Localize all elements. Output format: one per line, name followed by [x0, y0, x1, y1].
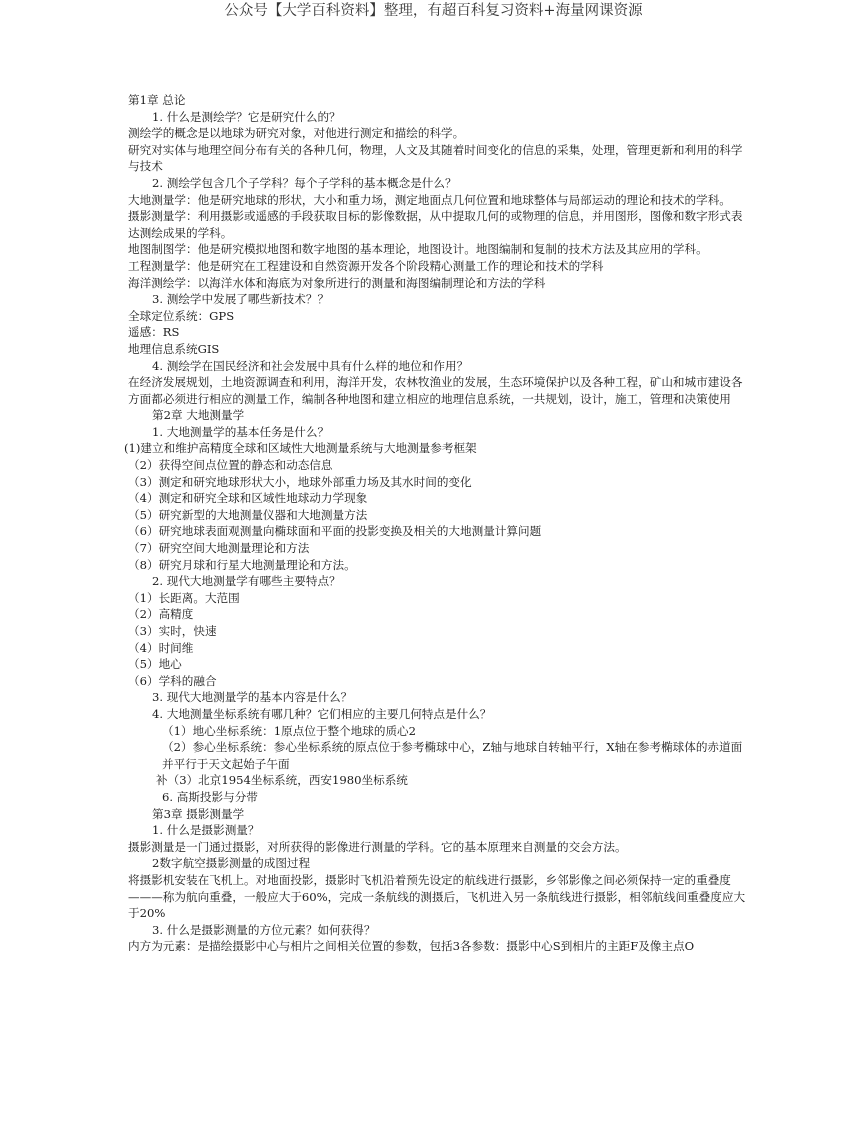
question-line: 1. 什么是摄影测量？	[152, 823, 260, 838]
list-item: （1）长距离。大范围	[128, 590, 240, 605]
text-line: 将摄影机安装在飞机上。对地面投影，摄影时飞机沿着预先设定的航线进行摄影，乡邻影像之间必须保持一定的重叠度———称为航向重叠，一般应大于60%，完成一条航线的测摄后，飞机进入另一条航线进行摄影，相邻航线间重叠度应大于20%	[128, 872, 746, 921]
question-line: 2数字航空摄影测量的成图过程	[152, 856, 311, 871]
question-line: 1. 大地测量学的基本任务是什么？	[152, 424, 330, 439]
list-item: （1）地心坐标系统：1原点位于整个地球的质心2	[162, 723, 417, 738]
question-line: 2. 测绘学包含几个子学科？每个子学科的基本概念是什么？	[152, 175, 457, 190]
text-line: 摄影测量学：利用摄影或遥感的手段获取目标的影像数据，从中提取几何的或物理的信息，并用图形，图像和数字形式表达测绘成果的学科。	[128, 209, 743, 240]
document-body	[124, 92, 748, 955]
list-item: （2）参心坐标系统：参心坐标系统的原点位于参考椭球中心，Z轴与地球自转轴平行，X轴在参考椭球体的赤道面并平行于天文起始子午面	[162, 740, 743, 771]
list-item: （4）测定和研究全球和区域性地球动力学现象	[128, 491, 368, 506]
list-item: （7）研究空间大地测量理论和方法	[128, 541, 310, 556]
list-item: （4）时间维	[128, 640, 194, 655]
list-item: 补（3）北京1954坐标系统，西安1980坐标系统	[156, 773, 408, 788]
question-line: 3. 什么是摄影测量的方位元素？如何获得？	[152, 922, 376, 937]
question-line: 4. 测绘学在国民经济和社会发展中具有什么样的地位和作用？	[152, 358, 469, 373]
text-line: 工程测量学：他是研究在工程建设和自然资源开发各个阶段精心测量工作的理论和技术的学科	[128, 258, 604, 273]
question-line: 3. 现代大地测量学的基本内容是什么？	[152, 690, 353, 705]
list-item: （3）实时，快速	[128, 624, 217, 638]
question-line: 4. 大地测量坐标系统有哪几种？它们相应的主要几何特点是什么？	[152, 706, 492, 721]
text-line: 研究对实体与地理空间分布有关的各种几何，物理，人文及其随着时间变化的信息的采集，处理，管理更新和利用的科学与技术	[128, 142, 743, 174]
list-item: （6）研究地球表面观测量向椭球面和平面的投影变换及相关的大地测量计算问题	[128, 524, 542, 539]
text-line: 遥感：RS	[128, 325, 180, 340]
list-item: （2）获得空间点位置的静态和动态信息	[128, 458, 333, 473]
question-line: 2. 现代大地测量学有哪些主要特点？	[152, 574, 341, 589]
list-item: (1)建立和维护高精度全球和区域性大地测量系统与大地测量参考框架	[124, 441, 477, 456]
question-line: 1. 什么是测绘学？它是研究什么的？	[152, 109, 341, 124]
text-line: 地理信息系统GIS	[128, 341, 220, 356]
text-line: 全球定位系统：GPS	[128, 308, 235, 323]
list-item: （5）地心	[128, 657, 182, 672]
chapter-heading: 第2章 大地测量学	[152, 408, 245, 423]
text-line: 摄影测量是一门通过摄影，对所获得的影像进行测量的学科。它的基本原理来自测量的交会方法。	[128, 839, 627, 854]
text-line: 内方为元素：是描绘摄影中心与相片之间相关位置的参数，包括3各参数：摄影中心S到相片的主距F及像主点O	[128, 939, 695, 954]
question-line: 6. 高斯投影与分带	[162, 789, 258, 804]
chapter-heading: 第3章 摄影测量学	[152, 806, 245, 821]
list-item: （6）学科的融合	[128, 673, 217, 688]
chapter-heading: 第1章 总论	[128, 93, 186, 107]
text-line: 测绘学的概念是以地球为研究对象，对他进行测定和描绘的科学。	[128, 126, 465, 141]
text-line: 大地测量学：他是研究地球的形状，大小和重力场，测定地面点几何位置和地球整体与局部运动的理论和技术的学科。	[128, 192, 731, 207]
text-line: 海洋测绘学：以海洋水体和海底为对象所进行的测量和海图编制理论和方法的学科	[128, 275, 546, 290]
text-line: 在经济发展规划，土地资源调查和利用，海洋开发，农林牧渔业的发展，生态环境保护以及各种工程，矿山和城市建设各方面都必须进行相应的测量工作，编制各种地图和建立相应的地理信息系统，一共规划，设计，施工，管理和决策使用	[128, 375, 743, 406]
page-header-banner: 公众号【大学百科资料】整理，有超百科复习资料+海量网课资源	[224, 3, 643, 19]
list-item: （2）高精度	[128, 607, 194, 622]
question-line: 3. 测绘学中发展了哪些新技术？？	[152, 292, 330, 307]
text-line: 地图制图学：他是研究模拟地图和数字地图的基本理论，地图设计。地图编制和复制的技术方法及其应用的学科。	[128, 242, 708, 257]
list-item: （8）研究月球和行星大地测量理论和方法。	[128, 557, 356, 572]
list-item: （3）测定和研究地球形状大小，地球外部重力场及其水时间的变化	[128, 474, 472, 489]
list-item: （5）研究新型的大地测量仪器和大地测量方法	[128, 507, 368, 522]
